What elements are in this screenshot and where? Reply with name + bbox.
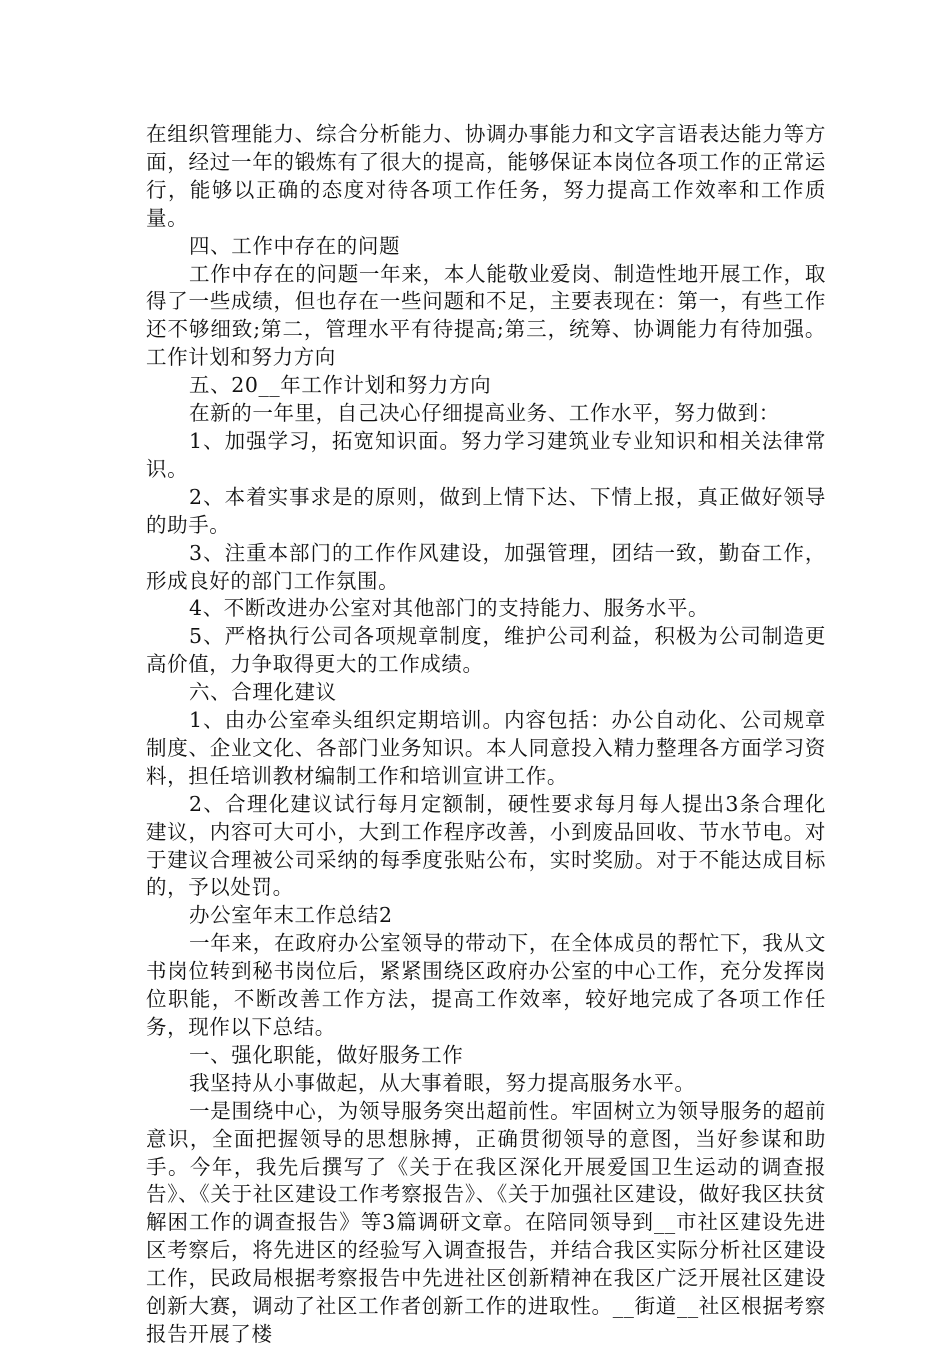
paragraph-2: 工作中存在的问题一年来，本人能敬业爱岗、制造性地开展工作，取得了一些成绩，但也存在一些问题和不足，主要表现在：第一，有些工作还不够细致;第二，管理水平有待提高;第三，统筹、协调能力有待加强。工作计划和努力方向 bbox=[146, 261, 826, 370]
plan-item-4: 4、不断改进办公室对其他部门的支持能力、服务水平。 bbox=[189, 596, 710, 621]
plan-item-5: 5、严格执行公司各项规章制度，维护公司利益，积极为公司制造更高价值，力争取得更大的工作成绩。 bbox=[146, 624, 826, 677]
suggestion-item-1: 1、由办公室牵头组织定期培训。内容包括：办公自动化、公司规章制度、企业文化、各部门业务知识。本人同意投入精力整理各方面学习资料，担任培训教材编制工作和培训宣讲工作。 bbox=[146, 708, 826, 788]
paragraph-3: 在新的一年里，自己决心仔细提高业务、工作水平，努力做到： bbox=[189, 401, 780, 426]
paragraph-4: 一年来，在政府办公室领导的带动下，在全体成员的帮忙下，我从文书岗位转到秘书岗位后，紧紧围绕区政府办公室的中心工作，充分发挥岗位职能，不断改善工作方法，提高工作效率，较好地完成了各项工作任务，现作以下总结。 bbox=[146, 931, 826, 1039]
section-heading-1: 一、强化职能，做好服务工作 bbox=[189, 1042, 464, 1067]
plan-item-1: 1、加强学习，拓宽知识面。努力学习建筑业专业知识和相关法律常识。 bbox=[146, 428, 826, 481]
plan-item-3: 3、注重本部门的工作作风建设，加强管理，团结一致，勤奋工作，形成良好的部门工作氛围。 bbox=[146, 540, 826, 593]
paragraph-1: 在组织管理能力、综合分析能力、协调办事能力和文字言语表达能力等方面，经过一年的锻炼有了很大的提高，能够保证本岗位各项工作的正常运行，能够以正确的态度对待各项工作任务，努力提高工作效率和工作质量。 bbox=[146, 122, 826, 230]
summary-2-title: 办公室年末工作总结2 bbox=[189, 903, 393, 928]
paragraph-6: 一是围绕中心，为领导服务突出超前性。牢固树立为领导服务的超前意识，全面把握领导的思想脉搏，正确贯彻领导的意图，当好参谋和助手。今年，我先后撰写了《关于在我区深化开展爱国卫生运动的调查报告》、《关于社区建设工作考察报告》、《关于加强社区建设，做好我区扶贫解困工作的调查报告》等3篇调研文章。在陪同领导到__市社区建设先进区考察后，将先进区的经验写入调查报告，并结合我区实际分析社区建设工作，民政局根据考察报告中先进社区创新精神在我区广泛开展社区建设创新大赛，调动了社区工作者创新工作的进取性。__街道__社区根据考察报告开展了楼 bbox=[146, 1098, 826, 1346]
plan-item-2: 2、本着实事求是的原则，做到上情下达、下情上报，真正做好领导的助手。 bbox=[146, 484, 826, 537]
document-body bbox=[146, 121, 826, 1349]
section-heading-6: 六、合理化建议 bbox=[189, 680, 337, 705]
section-heading-4: 四、工作中存在的问题 bbox=[189, 233, 401, 258]
paragraph-5: 我坚持从小事做起，从大事着眼，努力提高服务水平。 bbox=[189, 1070, 696, 1095]
suggestion-item-2: 2、合理化建议试行每月定额制，硬性要求每月每人提出3条合理化建议，内容可大可小，大到工作程序改善，小到废品回收、节水节电。对于建议合理被公司采纳的每季度张贴公布，实时奖励。对于不能达成目标的，予以处罚。 bbox=[146, 791, 826, 900]
section-heading-5: 五、20__年工作计划和努力方向 bbox=[189, 373, 492, 398]
